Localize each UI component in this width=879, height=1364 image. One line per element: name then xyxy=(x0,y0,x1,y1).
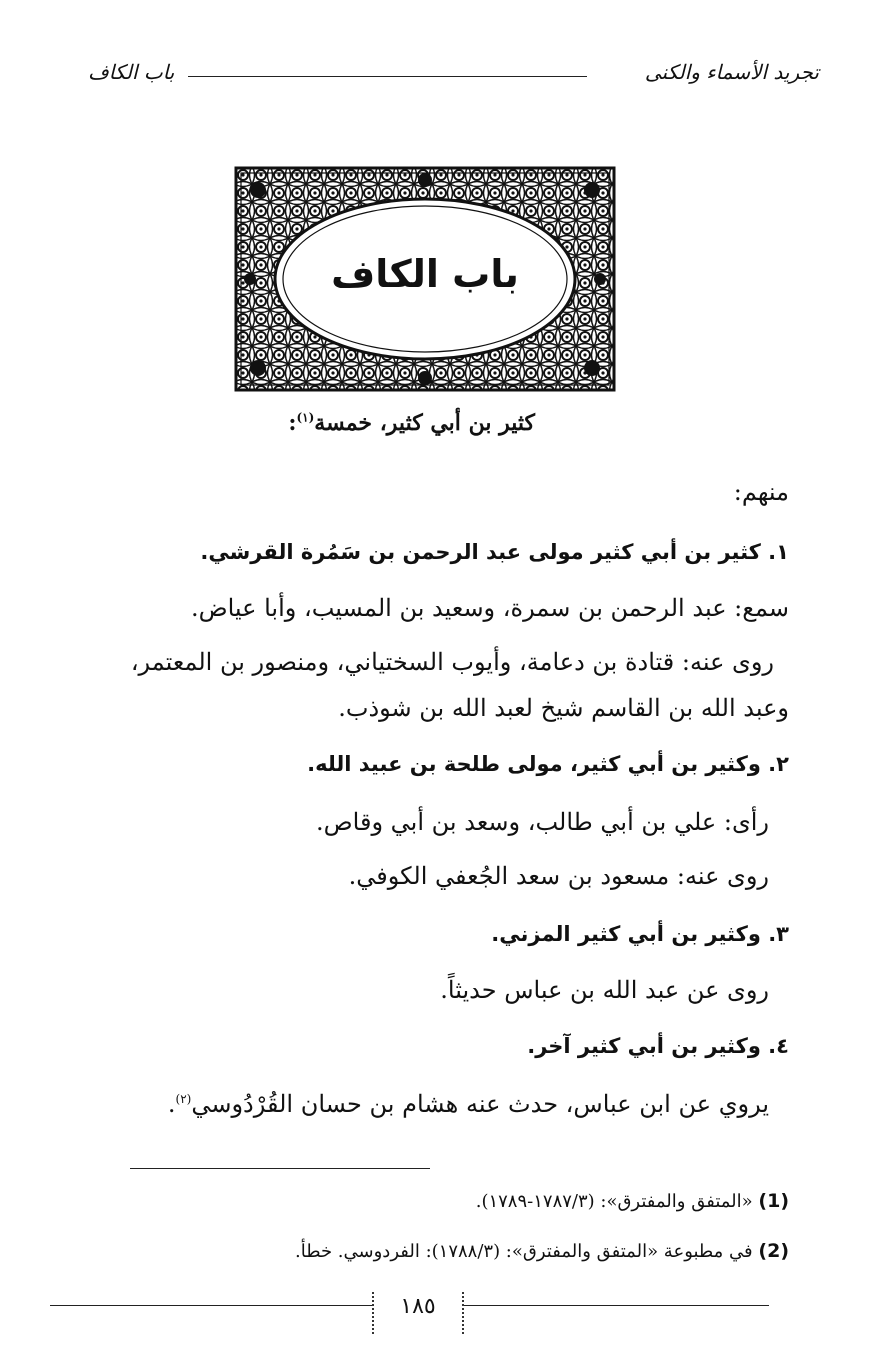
footnote-rule xyxy=(130,1168,430,1169)
footnote-ref-1: (١) xyxy=(296,410,315,425)
last-line-text: يروي عن ابن عباس، حدث عنه هشام بن حسان القُرْدُوسي xyxy=(191,1090,769,1118)
page-number: ١٨٥ xyxy=(372,1292,464,1334)
body-line: ٤. وكثير بن أبي كثير آخر. xyxy=(527,1034,789,1058)
entry-heading-colon: : xyxy=(288,410,297,436)
header-section-name: باب الكاف xyxy=(88,60,175,84)
entry-heading-text: كثير بن أبي كثير، خمسة xyxy=(314,410,535,436)
chapter-title: باب الكاف xyxy=(331,252,519,296)
body-line-last xyxy=(168,1090,769,1118)
body-line: ٢. وكثير بن أبي كثير، مولى طلحة بن عبيد الله. xyxy=(307,752,789,776)
header-book-title: تجريد الأسماء والكنى xyxy=(644,60,819,84)
body-line: روى عنه: قتادة بن دعامة، وأيوب السختياني، ومنصور بن المعتمر، xyxy=(130,648,774,676)
body-line: رأى: علي بن أبي طالب، وسعد بن أبي وقاص. xyxy=(316,808,769,836)
footnote-text: «المتفق والمفترق»: (١٧٨٧/٣-١٧٨٩). xyxy=(475,1191,753,1212)
body-line: وعبد الله بن القاسم شيخ لعبد الله بن شوذب. xyxy=(338,694,789,722)
body-line: سمع: عبد الرحمن بن سمرة، وسعيد بن المسيب، وأبا عياض. xyxy=(190,594,789,622)
footnote-number: (1) xyxy=(758,1190,789,1212)
chapter-ornament-frame xyxy=(234,166,616,392)
footnote-ref-2: (٢) xyxy=(175,1092,192,1106)
intro-line: منهم: xyxy=(733,478,789,506)
footnote-1 xyxy=(476,1190,789,1212)
entry-heading xyxy=(200,410,535,436)
footnote-text: في مطبوعة «المتفق والمفترق»: (١٧٨٨/٣): الفردوسي. خطأ. xyxy=(294,1241,753,1262)
header-rule xyxy=(188,76,587,77)
body-line: ١. كثير بن أبي كثير مولى عبد الرحمن بن سَمُرة القرشي. xyxy=(200,540,789,564)
body-line: روى عن عبد الله بن عباس حديثاً. xyxy=(440,976,769,1004)
last-line-period: . xyxy=(167,1090,176,1118)
body-line: روى عنه: مسعود بن سعد الجُعفي الكوفي. xyxy=(348,862,769,890)
running-header xyxy=(88,60,819,90)
body-line: ٣. وكثير بن أبي كثير المزني. xyxy=(491,922,789,946)
footnote-2 xyxy=(295,1240,789,1262)
footnote-number: (2) xyxy=(758,1240,789,1262)
